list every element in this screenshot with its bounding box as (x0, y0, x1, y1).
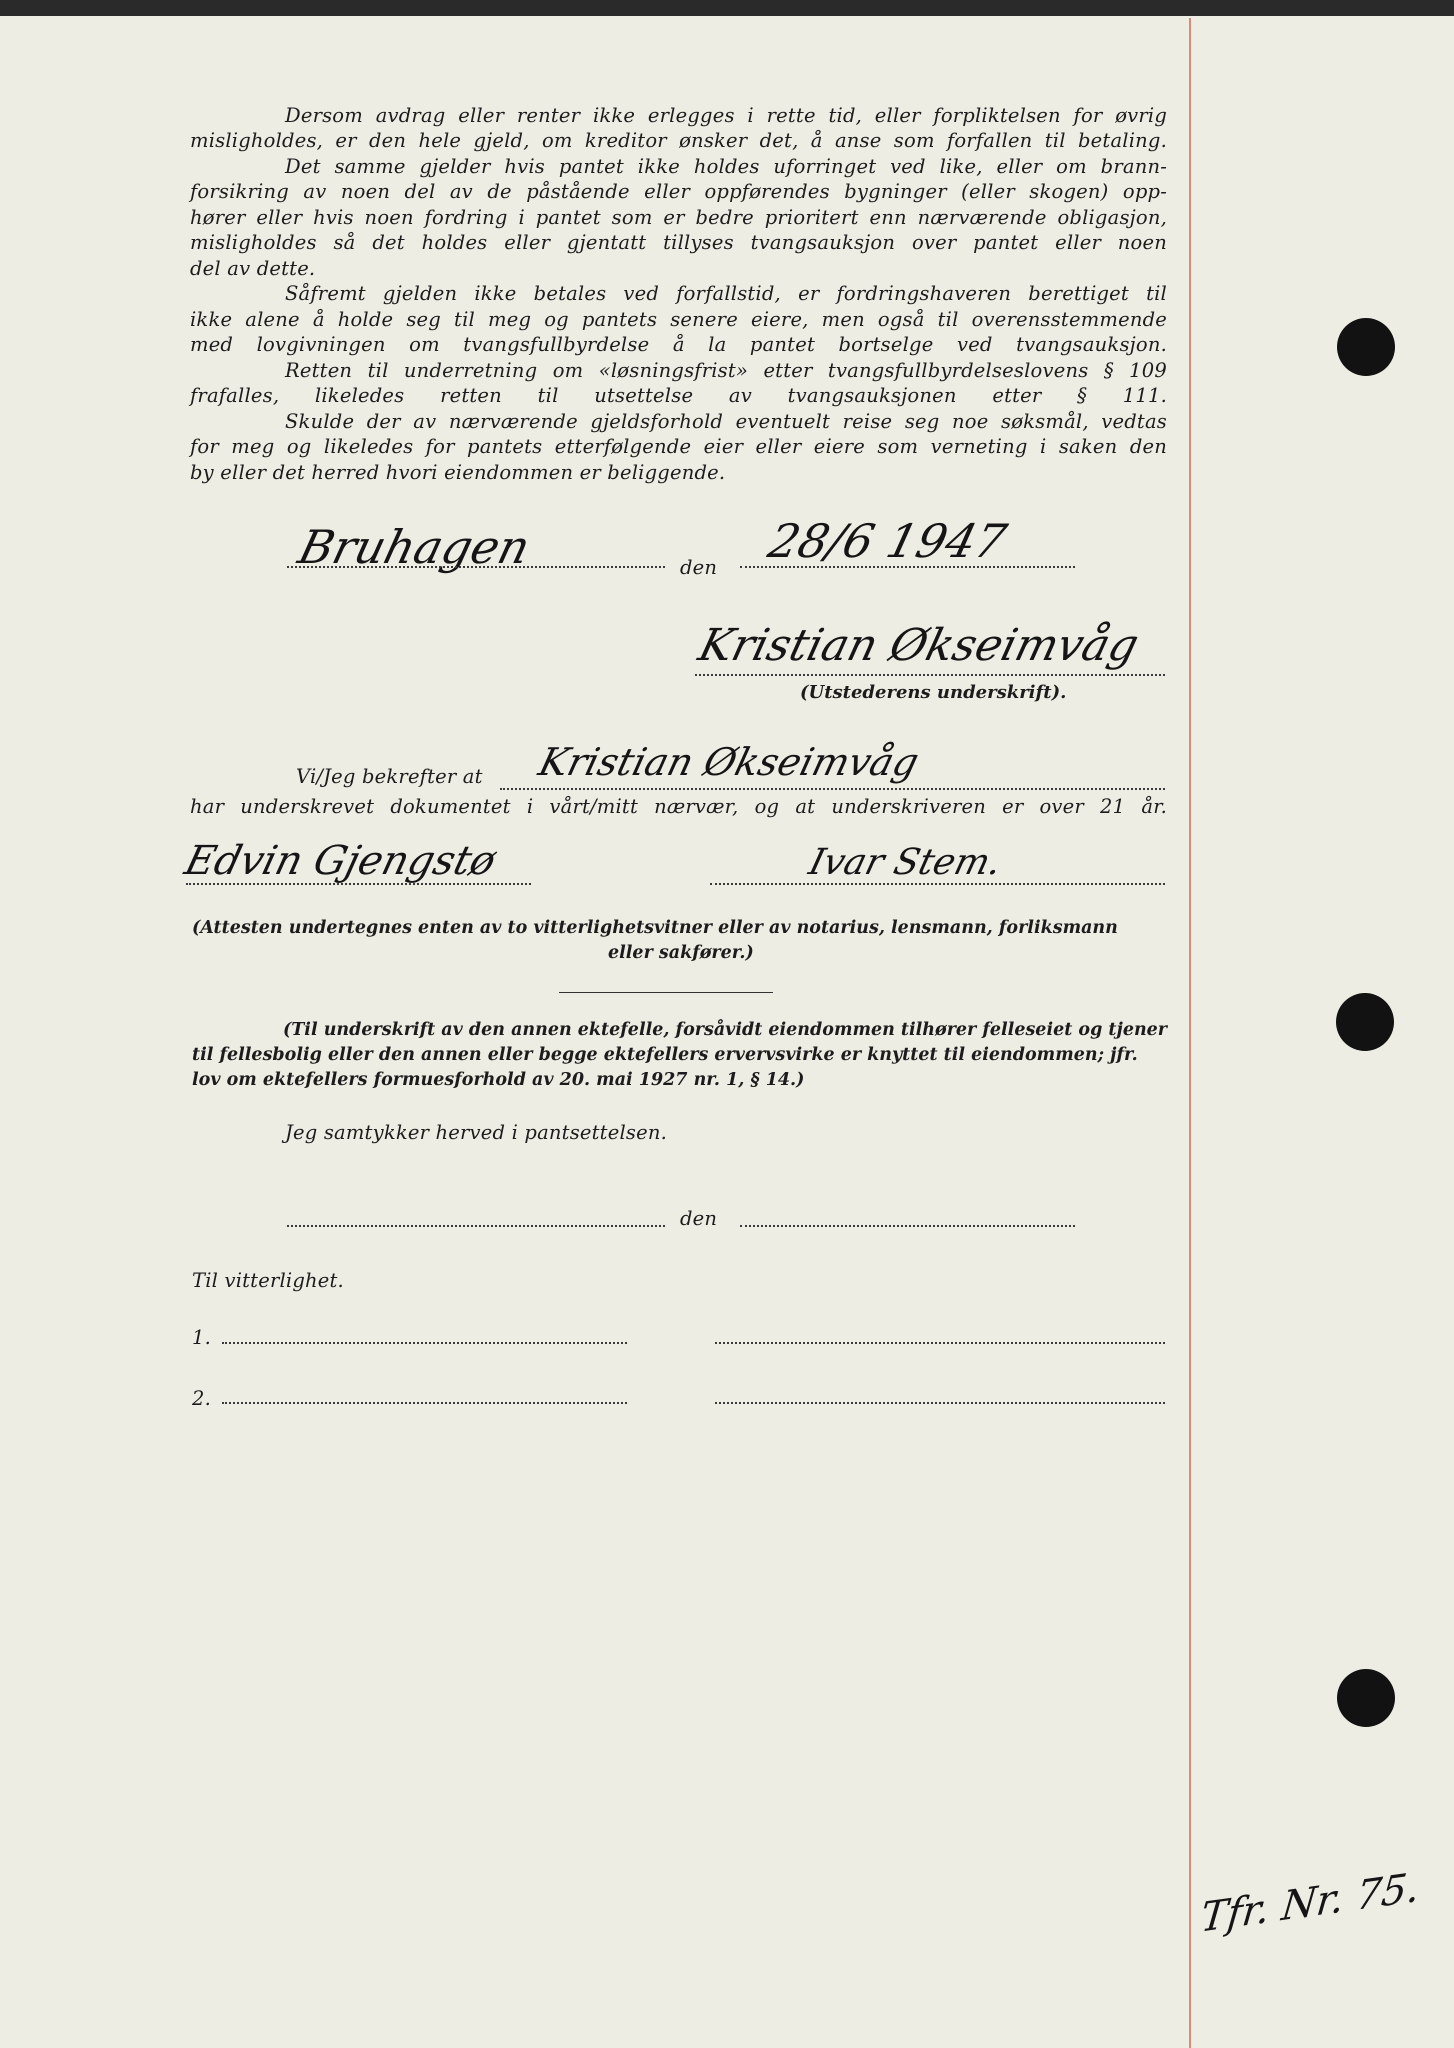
punch-hole-middle (1336, 993, 1394, 1051)
spouse-date-line (740, 1225, 1075, 1227)
section-separator (559, 992, 773, 993)
place-dotted-line (287, 566, 665, 568)
body-line: med lovgivningen om tvangsfullbyrdelse å la pantet bortselge ved tvangsauksjon. (190, 333, 1167, 356)
spouse-note-line1: (Til underskrift av den annen ektefelle, forsåvidt eiendommen tilhører felleseiet og tjener (283, 1020, 1168, 1040)
body-line: del av dette. (190, 257, 316, 280)
body-line: Såfremt gjelden ikke betales ved forfallstid, er fordringshaveren berettiget til (285, 282, 1167, 305)
attest-prefix: Vi/Jeg bekrefter at (296, 765, 483, 788)
punch-hole-bottom (1337, 1669, 1395, 1727)
body-line: misligholdes så det holdes eller gjentatt tillyses tvangsauksjon over pantet eller noen (190, 231, 1167, 254)
spouse-place-line (287, 1225, 665, 1227)
witness-number-2: 2. (192, 1387, 212, 1410)
attest-line2: har underskrevet dokumentet i vårt/mitt nærvær, og at underskriveren er over 21 år. (190, 795, 1167, 818)
witness-1-left-line (222, 1342, 627, 1344)
red-margin-rule (1189, 18, 1191, 2048)
witness1-handwritten: Edvin Gjengstø (180, 838, 501, 884)
body-line: ikke alene å holde seg til meg og pantets senere eiere, men også til overensstemmende (190, 308, 1167, 331)
body-line: forsikring av noen del av de påstående eller oppførendes bygninger (eller skogen) opp- (190, 180, 1167, 203)
spouse-note-line2: til fellesbolig eller den annen eller begge ektefellers ervervsvirke er knyttet til eiendommen; jfr. (192, 1045, 1138, 1065)
body-line: Det samme gjelder hvis pantet ikke holdes uforringet ved like, eller om brann- (285, 155, 1167, 178)
issuer-caption: (Utstederens underskrift). (800, 682, 1067, 703)
issuer-signature: Kristian Økseimvåg (693, 620, 1144, 671)
body-line: misligholdes, er den hele gjeld, om kreditor ønsker det, å anse som forfallen til betaling. (190, 129, 1167, 152)
witness-number-1: 1. (192, 1326, 212, 1349)
attest-signer-handwritten: Kristian Økseimvåg (534, 740, 924, 784)
attest-dotted-line (500, 788, 1165, 790)
witness-2-left-line (222, 1402, 627, 1404)
margin-note-handwritten: Tfr. Nr. 75. (1198, 1864, 1422, 1942)
body-line: Skulde der av nærværende gjeldsforhold eventuelt reise seg noe søksmål, vedtas (285, 410, 1167, 433)
scan-top-edge (0, 0, 1454, 16)
date-dotted-line (740, 566, 1075, 568)
witness2-handwritten: Ivar Stem. (804, 842, 1006, 883)
spouse-consent: Jeg samtykker herved i pantsettelsen. (285, 1121, 668, 1144)
body-line: frafalles, likeledes retten til utsettelse av tvangsauksjonen etter § 111. (190, 384, 1167, 407)
issuer-signature-line (695, 674, 1165, 676)
date-handwritten: 28/6 1947 (763, 514, 1012, 568)
spouse-den-label: den (680, 1207, 718, 1230)
body-line: hører eller hvis noen fordring i pantet som er bedre prioritert enn nærværende obligasjon, (190, 206, 1167, 229)
body-line: for meg og likeledes for pantets etterfølgende eier eller eiere som verneting i saken den (190, 435, 1167, 458)
spouse-note-line3: lov om ektefellers formuesforhold av 20. mai 1927 nr. 1, § 14.) (192, 1070, 805, 1090)
witness-heading: Til vitterlighet. (192, 1269, 344, 1292)
witness1-line (186, 883, 531, 885)
attest-note-line2: eller sakfører.) (608, 943, 754, 963)
body-line: Retten til underretning om «løsningsfrist» etter tvangsfullbyrdelseslovens § 109 (285, 359, 1167, 382)
witness-2-right-line (715, 1402, 1165, 1404)
body-line: Dersom avdrag eller renter ikke erlegges i rette tid, eller forpliktelsen for øvrig (285, 104, 1167, 127)
punch-hole-top (1337, 318, 1395, 376)
attest-note-line1: (Attesten undertegnes enten av to vitterlighetsvitner eller av notarius, lensmann, forliksmann (192, 918, 1118, 938)
den-label: den (680, 556, 718, 579)
witness2-line (710, 883, 1165, 885)
place-handwritten: Bruhagen (293, 520, 536, 574)
witness-1-right-line (715, 1342, 1165, 1344)
body-line: by eller det herred hvori eiendommen er beliggende. (190, 461, 726, 484)
